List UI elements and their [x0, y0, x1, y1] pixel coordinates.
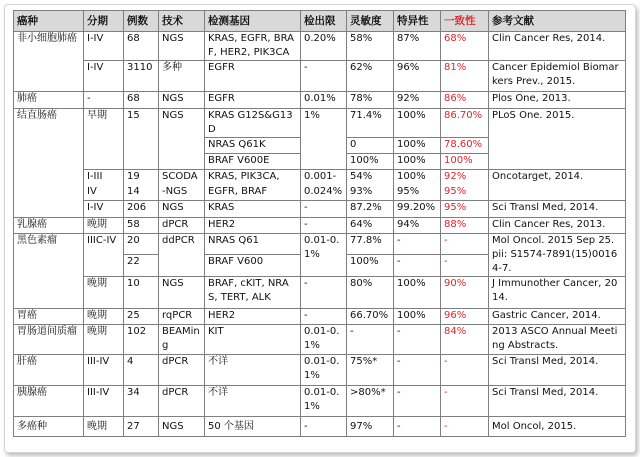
cell-specificity: 100% [394, 154, 441, 170]
cell-concordance: - [441, 355, 489, 386]
cell-stage: I-IV [84, 201, 124, 218]
cell-sensitivity: 75%* [347, 355, 394, 386]
cell-cases: 10 [124, 277, 159, 309]
cell-genes: NRAS Q61 [205, 234, 301, 255]
table-row [14, 32, 626, 61]
cell-sensitivity: 78% [347, 92, 394, 109]
header-sensitivity: 灵敏度 [347, 11, 394, 32]
cell-cases: 19 [124, 170, 159, 185]
cell-genes: EGFR, BRAF [205, 185, 301, 201]
table-row [14, 277, 626, 309]
cell-specificity: - [394, 325, 441, 355]
cell-technology: NGS [159, 32, 205, 61]
cell-stage: 晚期 [84, 218, 124, 234]
cell-sensitivity: 93% [347, 185, 394, 201]
cell-technology: dPCR [159, 218, 205, 234]
cell-cases: 20 [124, 234, 159, 255]
cell-cases: 25 [124, 309, 159, 325]
cell-technology: NGS [159, 201, 205, 218]
table-row [14, 109, 626, 138]
cell-technology: -NGS [159, 185, 205, 201]
cell-lod: - [301, 417, 347, 437]
cell-concordance: - [441, 254, 489, 276]
cell-specificity: 100% [394, 138, 441, 154]
cell-genes: 不详 [205, 386, 301, 417]
cell-lod: 0.01-0.1% [301, 234, 347, 277]
cell-specificity: 92% [394, 92, 441, 109]
cell-lod: 0.01-0.1% [301, 355, 347, 386]
cell-concordance: 96% [441, 309, 489, 325]
cell-specificity: 96% [394, 61, 441, 92]
cell-reference: Cancer Epidemiol Biomarkers Prev., 2015. [489, 61, 626, 92]
cell-genes: 不详 [205, 355, 301, 386]
cell-genes: BRAF V600 [205, 254, 301, 276]
table-row [14, 386, 626, 417]
cell-reference: PLoS One. 2015. [489, 109, 626, 170]
cell-cancer: 胃肠道间质瘤 [14, 325, 84, 355]
cell-specificity: - [394, 355, 441, 386]
cell-cancer: 胰腺癌 [14, 386, 84, 417]
cell-lod: - [301, 277, 347, 309]
header-reference: 参考文献 [489, 11, 626, 32]
cell-cases: 3110 [124, 61, 159, 92]
cell-cases: 58 [124, 218, 159, 234]
cell-sensitivity: 97% [347, 417, 394, 437]
cell-stage: I-III [84, 170, 124, 185]
cell-stage: III-IV [84, 386, 124, 417]
cell-cancer: 黑色素瘤 [14, 234, 84, 309]
cell-cancer: 乳腺癌 [14, 218, 84, 234]
cell-genes: EGFR [205, 92, 301, 109]
cell-cancer: 结直肠癌 [14, 109, 84, 218]
cell-technology: NGS [159, 277, 205, 309]
cell-cases: 34 [124, 386, 159, 417]
cell-concordance: - [441, 386, 489, 417]
cell-reference: Sci Transl Med, 2014. [489, 386, 626, 417]
cell-sensitivity: 54% [347, 170, 394, 185]
table-row [14, 92, 626, 109]
header-lod: 检出限 [301, 11, 347, 32]
cell-specificity: - [394, 254, 441, 276]
cell-sensitivity: 64% [347, 218, 394, 234]
cell-stage: - [84, 92, 124, 109]
cell-sensitivity: 58% [347, 32, 394, 61]
table-row [14, 170, 626, 185]
cell-stage: 晚期 [84, 309, 124, 325]
cell-genes: KRAS G12S&G13D [205, 109, 301, 138]
cell-genes: EGFR [205, 61, 301, 92]
cell-sensitivity: 80% [347, 277, 394, 309]
cell-reference: Sci Transl Med, 2014. [489, 355, 626, 386]
cell-concordance: 100% [441, 154, 489, 170]
cell-cases: 68 [124, 32, 159, 61]
cell-cancer: 多癌种 [14, 417, 84, 437]
cell-concordance: 78.60% [441, 138, 489, 154]
cell-lod: 0.001- [301, 170, 347, 185]
cell-specificity: 95% [394, 185, 441, 201]
cell-genes: BRAF, cKIT, NRAS, TERT, ALK [205, 277, 301, 309]
cell-genes: KRAS [205, 201, 301, 218]
cell-technology: BEAMing [159, 325, 205, 355]
cell-concordance: 95% [441, 201, 489, 218]
cell-sensitivity: 100% [347, 254, 394, 276]
cell-reference: Mol Oncol, 2015. [489, 417, 626, 437]
cell-concordance: 90% [441, 277, 489, 309]
header-genes: 检测基因 [205, 11, 301, 32]
cell-reference: J Immunother Cancer, 2014. [489, 277, 626, 309]
cell-concordance: 92% [441, 170, 489, 185]
cell-cases: 27 [124, 417, 159, 437]
cell-reference: Oncotarget, 2014. [489, 170, 626, 201]
cell-lod: - [301, 218, 347, 234]
cell-genes: KRAS, PIK3CA, [205, 170, 301, 185]
header-row [14, 11, 626, 32]
cell-cancer: 肝癌 [14, 355, 84, 386]
table-row [14, 234, 626, 255]
header-stage: 分期 [84, 11, 124, 32]
cell-reference: Mol Oncol. 2015 Sep 25. pii: S1574-7891(15)00164-7. [489, 234, 626, 277]
cell-stage: I-IV [84, 32, 124, 61]
cell-specificity: - [394, 417, 441, 437]
cell-genes: BRAF V600E [205, 154, 301, 170]
cell-lod: 0.01-0.1% [301, 386, 347, 417]
cell-specificity: 100% [394, 277, 441, 309]
cell-genes: 50 个基因 [205, 417, 301, 437]
cell-specificity: 87% [394, 32, 441, 61]
cell-lod: 0.01-0.1% [301, 325, 347, 355]
cell-stage: I-IV [84, 61, 124, 92]
cell-stage: IIIC-IV [84, 234, 124, 277]
cell-reference: Plos One, 2013. [489, 92, 626, 109]
cell-reference: Clin Cancer Res, 2014. [489, 32, 626, 61]
cell-stage: 晚期 [84, 277, 124, 309]
cell-technology: SCODA [159, 170, 205, 185]
cell-technology: NGS [159, 417, 205, 437]
header-technology: 技术 [159, 11, 205, 32]
cell-cases: 14 [124, 185, 159, 201]
cell-cases: 68 [124, 92, 159, 109]
cell-concordance: - [441, 417, 489, 437]
table-row [14, 417, 626, 437]
cell-reference: Gastric Cancer, 2014. [489, 309, 626, 325]
cell-cancer: 胃癌 [14, 309, 84, 325]
cell-genes: NRAS Q61K [205, 138, 301, 154]
table-row [14, 355, 626, 386]
cell-specificity: 99.20% [394, 201, 441, 218]
cell-reference: Clin Cancer Res, 2013. [489, 218, 626, 234]
cell-cases: 102 [124, 325, 159, 355]
cell-genes: KIT [205, 325, 301, 355]
cell-sensitivity: 0 [347, 138, 394, 154]
cell-specificity: 100% [394, 109, 441, 138]
cell-specificity: - [394, 234, 441, 255]
cell-lod: - [301, 201, 347, 218]
cell-stage: IV [84, 185, 124, 201]
header-cases: 例数 [124, 11, 159, 32]
cell-technology: 多种 [159, 61, 205, 92]
cell-concordance: 81% [441, 61, 489, 92]
cell-sensitivity: 66.70% [347, 309, 394, 325]
cell-technology: ddPCR [159, 234, 205, 277]
cell-sensitivity: 71.4% [347, 109, 394, 138]
header-specificity: 特异性 [394, 11, 441, 32]
cell-lod: - [301, 309, 347, 325]
cell-technology: NGS [159, 109, 205, 170]
cell-concordance: 86% [441, 92, 489, 109]
cell-sensitivity: 62% [347, 61, 394, 92]
table-row [14, 309, 626, 325]
table-row [14, 218, 626, 234]
cell-lod: - [301, 61, 347, 92]
cell-lod: 1% [301, 109, 347, 170]
cell-genes: KRAS, EGFR, BRAF, HER2, PIK3CA [205, 32, 301, 61]
cell-cancer: 肺癌 [14, 92, 84, 109]
table-row [14, 325, 626, 355]
cell-cancer: 非小细胞肺癌 [14, 32, 84, 92]
cell-sensitivity: >80%* [347, 386, 394, 417]
cell-specificity: - [394, 386, 441, 417]
cell-stage: 晚期 [84, 325, 124, 355]
cell-reference: Sci Transl Med, 2014. [489, 201, 626, 218]
cell-concordance: 88% [441, 218, 489, 234]
cell-cases: 15 [124, 109, 159, 170]
cell-concordance: 68% [441, 32, 489, 61]
cell-specificity: 100% [394, 309, 441, 325]
cell-concordance: 86.70% [441, 109, 489, 138]
header-cancer: 癌种 [14, 11, 84, 32]
cell-genes: HER2 [205, 309, 301, 325]
header-concordance: 一致性 [441, 11, 489, 32]
cell-specificity: 94% [394, 218, 441, 234]
cell-sensitivity: 77.8% [347, 234, 394, 255]
cell-reference: 2013 ASCO Annual Meeting Abstracts. [489, 325, 626, 355]
cell-specificity: 100% [394, 170, 441, 185]
cell-sensitivity: - [347, 325, 394, 355]
table-frame [4, 4, 636, 453]
cell-cases: 206 [124, 201, 159, 218]
cell-lod: 0.20% [301, 32, 347, 61]
cell-genes: HER2 [205, 218, 301, 234]
table-row [14, 61, 626, 92]
cell-lod: 0.024% [301, 185, 347, 201]
cell-technology: NGS [159, 92, 205, 109]
cell-concordance: 95% [441, 185, 489, 201]
cell-stage: 晚期 [84, 417, 124, 437]
table-row [14, 201, 626, 218]
cell-lod: 0.01% [301, 92, 347, 109]
cell-cases: 22 [124, 254, 159, 276]
cell-technology: dPCR [159, 386, 205, 417]
cell-sensitivity: 100% [347, 154, 394, 170]
cell-stage: III-IV [84, 355, 124, 386]
cell-concordance: - [441, 234, 489, 255]
ctdna-detection-table [13, 10, 626, 437]
cell-technology: dPCR [159, 355, 205, 386]
cell-stage: 早期 [84, 109, 124, 170]
cell-sensitivity: 87.2% [347, 201, 394, 218]
cell-concordance: 84% [441, 325, 489, 355]
cell-technology: rqPCR [159, 309, 205, 325]
cell-cases: 4 [124, 355, 159, 386]
